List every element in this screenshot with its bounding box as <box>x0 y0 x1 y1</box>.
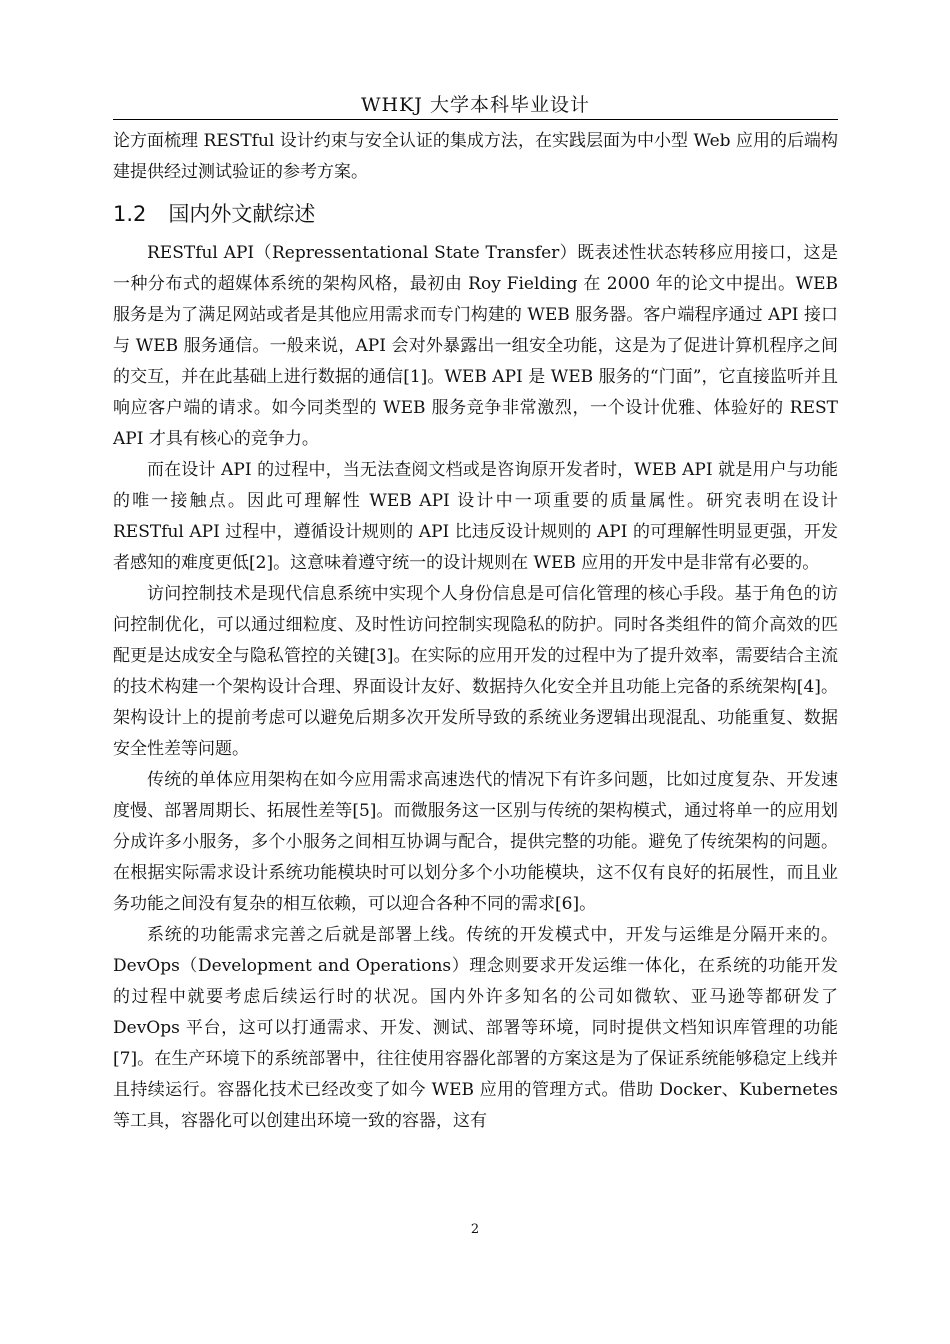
page-number: 2 <box>470 1222 480 1237</box>
paragraph-continued: 论方面梳理 RESTful 设计约束与安全认证的集成方法，在实践层面为中小型 Web 应用的后端构建提供经过测试验证的参考方案。 <box>113 131 838 182</box>
page-body <box>113 126 838 1137</box>
header-rule <box>113 119 838 120</box>
section-number: 1.2 <box>113 202 147 226</box>
paragraph: RESTful API（Repressentational State Transfer）既表述性状态转移应用接口，这是一种分布式的超媒体系统的架构风格，最初由 Roy Fielding 在 2000 年的论文中提出。WEB 服务是为了满足网站或者是其他应用需求而专门构建的 WEB 服务器。客户端程序通过 API 接口与 WEB 服务通信。一般来说，API 会对外暴露出一组安全功能，这是为了促进计算机程序之间的交互，并在此基础上进行数据的通信[1]。WEB API 是 WEB 服务的“门面”，它直接监听并且响应客户端的请求。如今同类型的 WEB 服务竞争非常激烈，一个设计优雅、体验好的 REST API 才具有核心的竞争力。 <box>113 243 838 449</box>
section-heading <box>113 199 838 229</box>
paragraph: 访问控制技术是现代信息系统中实现个人身份信息是可信化管理的核心手段。基于角色的访问控制优化，可以通过细粒度、及时性访问控制实现隐私的防护。同时各类组件的简介高效的匹配更是达成安全与隐私管控的关键[3]。在实际的应用开发的过程中为了提升效率，需要结合主流的技术构建一个架构设计合理、界面设计友好、数据持久化安全并且功能上完备的系统架构[4]。架构设计上的提前考虑可以避免后期多次开发所导致的系统业务逻辑出现混乱、功能重复、数据安全性差等问题。 <box>113 584 838 759</box>
section-title-text: 国内外文献综述 <box>168 202 316 226</box>
paragraph: 传统的单体应用架构在如今应用需求高速迭代的情况下有许多问题，比如过度复杂、开发速度慢、部署周期长、拓展性差等[5]。而微服务这一区别与传统的架构模式，通过将单一的应用划分成许多小服务，多个小服务之间相互协调与配合，提供完整的功能。避免了传统架构的问题。在根据实际需求设计系统功能模块时可以划分多个小功能模块，这不仅有良好的拓展性，而且业务功能之间没有复杂的相互依赖，可以迎合各种不同的需求[6]。 <box>113 770 838 914</box>
paragraph: 而在设计 API 的过程中，当无法查阅文档或是咨询原开发者时，WEB API 就是用户与功能的唯一接触点。因此可理解性 WEB API 设计中一项重要的质量属性。研究表明在设计 RESTful API 过程中，遵循设计规则的 API 比违反设计规则的 API 的可理解性明显更强，开发者感知的难度更低[2]。这意味着遵守统一的设计规则在 WEB 应用的开发中是非常有必要的。 <box>113 460 838 573</box>
page-header: WHKJ 大学本科毕业设计 <box>361 94 590 116</box>
paragraph: 系统的功能需求完善之后就是部署上线。传统的开发模式中，开发与运维是分隔开来的。DevOps（Development and Operations）理念则要求开发运维一体化，在系统的功能开发的过程中就要考虑后续运行时的状况。国内外许多知名的公司如微软、亚马逊等都研发了 DevOps 平台，这可以打通需求、开发、测试、部署等环境，同时提供文档知识库管理的功能[7]。在生产环境下的系统部署中，往往使用容器化部署的方案这是为了保证系统能够稳定上线并且持续运行。容器化技术已经改变了如今 WEB 应用的管理方式。借助 Docker、Kubernetes 等工具，容器化可以创建出环境一致的容器，这有 <box>113 925 838 1131</box>
